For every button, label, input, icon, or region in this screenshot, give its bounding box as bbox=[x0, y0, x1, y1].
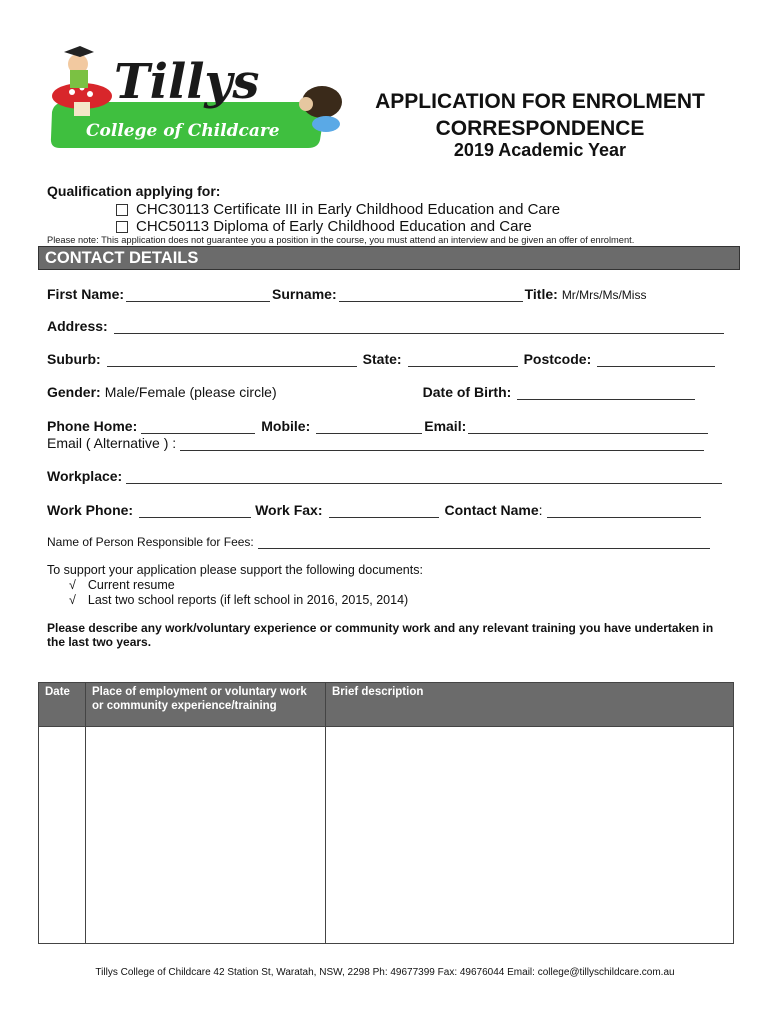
postcode-field[interactable] bbox=[597, 352, 715, 367]
work-phone-field[interactable] bbox=[139, 503, 251, 518]
email-field[interactable] bbox=[468, 419, 708, 434]
title-line-1: APPLICATION FOR ENROLMENT bbox=[375, 90, 705, 113]
document-item-label: Last two school reports (if left school in 2016, 2015, 2014) bbox=[87, 593, 409, 607]
qualification-option-label: CHC30113 Certificate III in Early Childhood Education and Care bbox=[136, 201, 561, 218]
enrolment-note: Please note: This application does not guarantee you a position in the course, you must attend an interview and be given an offer of enrolment. bbox=[47, 235, 635, 245]
qualification-option-diploma[interactable] bbox=[116, 218, 532, 235]
qualification-label: Qualification applying for: bbox=[47, 183, 221, 199]
work-fax-label: Work Fax: bbox=[255, 502, 323, 518]
documents-section bbox=[47, 563, 423, 608]
email-label: Email: bbox=[424, 418, 467, 434]
title-label: Title: bbox=[524, 286, 558, 302]
contact-name-label: Contact Name bbox=[444, 502, 539, 518]
document-item-label: Current resume bbox=[87, 578, 175, 592]
dob-label: Date of Birth: bbox=[422, 384, 512, 400]
email-alt-label: Email ( Alternative ) : bbox=[47, 435, 177, 451]
phone-home-label: Phone Home: bbox=[47, 418, 138, 434]
contact-details-heading-band bbox=[38, 246, 740, 270]
document-item bbox=[47, 593, 423, 608]
surname-label: Surname: bbox=[272, 286, 337, 302]
workplace-field[interactable] bbox=[126, 469, 722, 484]
form-title bbox=[340, 88, 740, 142]
column-header-place: Place of employment or voluntary work or community experience/training bbox=[86, 683, 326, 726]
fees-label: Name of Person Responsible for Fees: bbox=[47, 535, 254, 549]
email-alt-row bbox=[47, 435, 706, 451]
gender-options[interactable]: Male/Female (please circle) bbox=[104, 384, 277, 400]
experience-table bbox=[38, 682, 734, 944]
checkmark-icon: √ bbox=[69, 593, 76, 607]
date-cell[interactable] bbox=[39, 727, 85, 943]
footer-contact: Tillys College of Childcare 42 Station St, Waratah, NSW, 2298 Ph: 49677399 Fax: 49676044 Email: college@tillyschildcare.com.au bbox=[95, 967, 675, 978]
surname-field[interactable] bbox=[339, 287, 523, 302]
column-header-description: Brief description bbox=[326, 683, 733, 726]
description-cell[interactable] bbox=[326, 727, 733, 943]
checkmark-icon: √ bbox=[69, 578, 76, 592]
documents-intro: To support your application please support the following documents: bbox=[47, 563, 423, 577]
address-field[interactable] bbox=[114, 319, 724, 334]
name-row: First Name : Surname: Title: Mr/Mrs/Ms/Miss bbox=[47, 286, 647, 302]
logo-brand: Tillys bbox=[114, 54, 260, 110]
experience-question: Please describe any work/voluntary experience or community work and any relevant training you have undertaken in the last two years. bbox=[47, 621, 714, 649]
place-cell[interactable] bbox=[86, 727, 325, 943]
checkbox-icon[interactable] bbox=[116, 221, 128, 233]
logo-tagline: College of Childcare bbox=[86, 121, 280, 141]
suburb-field[interactable] bbox=[107, 352, 357, 367]
work-phone-row: Work Phone: Work Fax: Contact Name : bbox=[47, 502, 703, 518]
phone-home-field[interactable] bbox=[141, 419, 255, 434]
address-label: Address: bbox=[47, 318, 108, 334]
mobile-field[interactable] bbox=[316, 419, 422, 434]
dob-field[interactable] bbox=[517, 385, 695, 400]
suburb-label: Suburb: bbox=[47, 351, 101, 367]
suburb-row bbox=[47, 351, 717, 367]
work-fax-field[interactable] bbox=[329, 503, 439, 518]
address-row bbox=[47, 318, 726, 334]
first-name-field[interactable] bbox=[126, 287, 270, 302]
fees-field[interactable] bbox=[258, 537, 710, 549]
title-line-2: CORRESPONDENCE bbox=[435, 117, 645, 140]
workplace-row bbox=[47, 468, 724, 484]
state-field[interactable] bbox=[408, 352, 518, 367]
academic-year: 2019 Academic Year bbox=[453, 140, 627, 160]
mobile-label: Mobile: bbox=[261, 418, 311, 434]
gender-row bbox=[47, 384, 697, 400]
qualification-option-label: CHC50113 Diploma of Early Childhood Education and Care bbox=[136, 218, 532, 235]
fees-row bbox=[47, 535, 712, 549]
document-item bbox=[47, 578, 423, 593]
checkbox-icon[interactable] bbox=[116, 204, 128, 216]
workplace-label: Workplace: bbox=[47, 468, 123, 484]
email-alt-field[interactable] bbox=[180, 436, 704, 451]
college-logo bbox=[44, 40, 344, 152]
contact-name-field[interactable] bbox=[547, 503, 701, 518]
first-name-label: First Name bbox=[47, 286, 120, 302]
gender-label: Gender: bbox=[47, 384, 101, 400]
phone-row bbox=[47, 418, 710, 434]
title-options[interactable]: Mr/Mrs/Ms/Miss bbox=[561, 288, 647, 302]
work-phone-label: Work Phone: bbox=[47, 502, 134, 518]
column-header-date: Date bbox=[39, 683, 86, 726]
contact-details-heading: CONTACT DETAILS bbox=[45, 249, 199, 267]
qualification-option-cert3[interactable] bbox=[116, 201, 560, 218]
postcode-label: Postcode: bbox=[523, 351, 592, 367]
state-label: State: bbox=[362, 351, 402, 367]
